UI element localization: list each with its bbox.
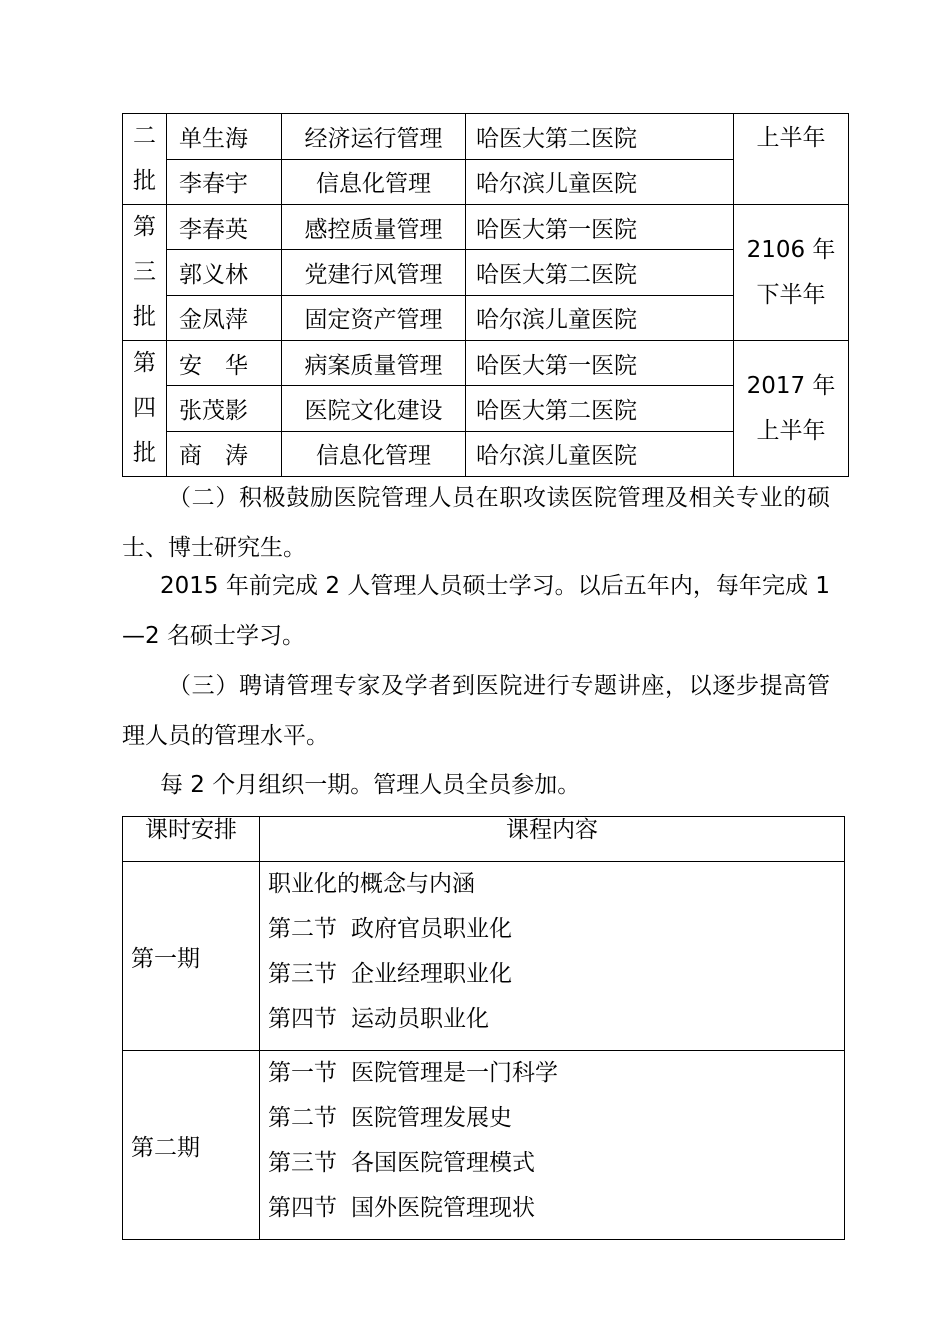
hospital-name: 哈尔滨儿童医院 <box>466 159 734 205</box>
batch-char: 批 <box>133 304 156 330</box>
hospital-name: 哈医大第一医院 <box>466 205 734 250</box>
course-title: 国外医院管理现状 <box>351 1195 535 1221</box>
staff-assignment-table <box>122 113 849 477</box>
batch-cell <box>123 114 167 205</box>
time-line: 2017 年 <box>746 372 836 399</box>
course-section: 第四节 <box>268 1195 337 1221</box>
course-line <box>268 999 844 1044</box>
course-line <box>268 1143 844 1188</box>
course-section: 第二节 <box>268 916 337 942</box>
management-area: 病案质量管理 <box>282 341 466 386</box>
management-area: 信息化管理 <box>282 159 466 205</box>
column-header-content: 课程内容 <box>260 817 845 862</box>
course-schedule-table <box>122 816 845 1240</box>
column-header-schedule: 课时安排 <box>123 817 260 862</box>
hospital-name: 哈尔滨儿童医院 <box>466 431 734 476</box>
course-section: 第三节 <box>268 961 337 987</box>
time-cell <box>734 341 849 477</box>
staff-name: 李春宇 <box>167 159 282 205</box>
course-section: 第三节 <box>268 1150 337 1176</box>
course-line <box>268 909 844 954</box>
table-row <box>123 1051 845 1240</box>
batch-char: 三 <box>133 259 156 285</box>
period-label: 第一期 <box>123 862 260 1051</box>
staff-name: 单生海 <box>167 114 282 160</box>
course-title: 职业化的概念与内涵 <box>268 871 475 897</box>
batch-char: 批 <box>133 168 156 194</box>
table-row <box>123 205 849 250</box>
staff-name: 李春英 <box>167 205 282 250</box>
time-line: 上半年 <box>756 125 826 151</box>
batch-char: 第 <box>133 350 156 376</box>
management-area: 感控质量管理 <box>282 205 466 250</box>
staff-name: 安 华 <box>167 341 282 386</box>
batch-cell <box>123 341 167 477</box>
staff-name: 金凤萍 <box>167 295 282 340</box>
course-content-cell <box>260 862 845 1051</box>
paragraph-expert-lectures: （三）聘请管理专家及学者到医院进行专题讲座，以逐步提高管理人员的管理水平。 <box>122 673 830 749</box>
table-header-row <box>123 817 845 862</box>
course-title: 医院管理发展史 <box>351 1105 512 1131</box>
table-row <box>123 862 845 1051</box>
course-section: 第二节 <box>268 1105 337 1131</box>
course-section: 第四节 <box>268 1006 337 1032</box>
table-row <box>123 114 849 160</box>
batch-char: 二 <box>133 123 156 149</box>
time-line: 下半年 <box>756 281 826 308</box>
batch-char: 批 <box>133 440 156 466</box>
time-cell <box>734 114 849 205</box>
hospital-name: 哈医大第二医院 <box>466 114 734 160</box>
table-row <box>123 341 849 386</box>
course-title: 企业经理职业化 <box>351 961 512 987</box>
course-line <box>268 1188 844 1233</box>
paragraph-masters-plan: 2015 年前完成 2 人管理人员硕士学习。以后五年内，每年完成 1—2 名硕士学习。 <box>122 573 830 649</box>
staff-name: 张茂影 <box>167 386 282 431</box>
course-line <box>268 1053 844 1098</box>
course-title: 政府官员职业化 <box>351 916 512 942</box>
course-section: 第一节 <box>268 1060 337 1086</box>
hospital-name: 哈医大第二医院 <box>466 250 734 295</box>
batch-cell <box>123 205 167 341</box>
hospital-name: 哈医大第一医院 <box>466 341 734 386</box>
hospital-name: 哈尔滨儿童医院 <box>466 295 734 340</box>
time-line: 2106 年 <box>746 236 836 263</box>
course-title: 医院管理是一门科学 <box>351 1060 558 1086</box>
course-line <box>268 954 844 999</box>
batch-char: 四 <box>133 395 156 421</box>
course-title: 运动员职业化 <box>351 1006 489 1032</box>
paragraph-encourage-study: （二）积极鼓励医院管理人员在职攻读医院管理及相关专业的硕士、博士研究生。 <box>122 485 830 561</box>
course-line <box>268 1098 844 1143</box>
course-line <box>268 864 844 909</box>
course-title: 各国医院管理模式 <box>351 1150 535 1176</box>
management-area: 党建行风管理 <box>282 250 466 295</box>
hospital-name: 哈医大第二医院 <box>466 386 734 431</box>
staff-name: 商 涛 <box>167 431 282 476</box>
management-area: 经济运行管理 <box>282 114 466 160</box>
time-line: 上半年 <box>756 417 826 444</box>
staff-name: 郭义林 <box>167 250 282 295</box>
batch-char: 第 <box>133 214 156 240</box>
management-area: 固定资产管理 <box>282 295 466 340</box>
course-content-cell <box>260 1051 845 1240</box>
time-cell <box>734 205 849 341</box>
period-label: 第二期 <box>123 1051 260 1240</box>
paragraph-lecture-frequency: 每 2 个月组织一期。管理人员全员参加。 <box>160 772 581 798</box>
management-area: 信息化管理 <box>282 431 466 476</box>
management-area: 医院文化建设 <box>282 386 466 431</box>
